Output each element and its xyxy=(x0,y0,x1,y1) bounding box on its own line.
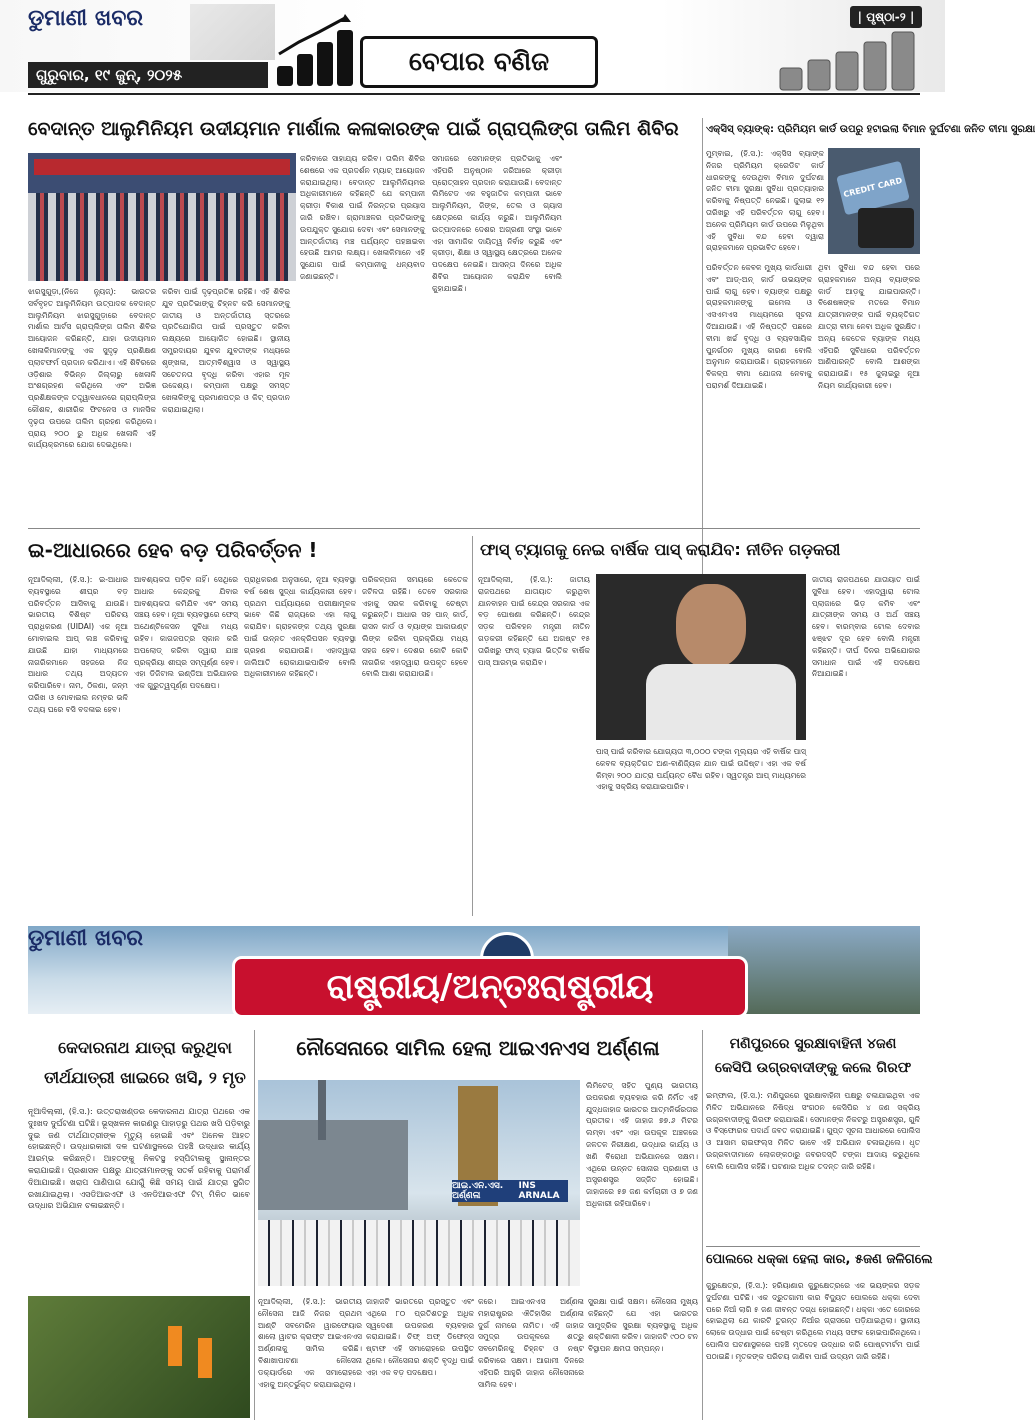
masthead-rule xyxy=(28,93,920,95)
credit-col3: ଥିବା ସୁବିଧା ବନ୍ଦ ହେବା ପରେ ଗ୍ରାହକମାନେ ଅନ୍ୟ ବ୍ୟାଙ୍କର କାର୍ଡ ଆଡ଼କୁ ଯାଇପାରନ୍ତି। ବିଶେଷଜ୍ଞଙ୍କ ମତରେ ବିମାନ ଯାତ୍ରୀମାନଙ୍କ ପାଇଁ ବ୍ୟକ୍ତିଗତ ଯାତ୍ରା ବୀମା ନେବା ଅଧିକ ସୁରକ୍ଷିତ। ଅନ୍ୟ କେତେକ ବ୍ୟାଙ୍କ ମଧ୍ୟ ଏହିପରି ସୁବିଧାରେ ପରିବର୍ତ୍ତନ ଆଣିପାରନ୍ତି ବୋଲି ଆଶଙ୍କା କରାଯାଉଛି। ୧୫ ଜୁଲାଇରୁ ନୂଆ ନିୟମ କାର୍ଯ୍ୟକାରୀ ହେବ। xyxy=(818,263,920,390)
masthead xyxy=(0,0,945,92)
kedarnath-body: ନୂଆଦିଲ୍ଲୀ, (ହି.ସ.): ଉତ୍ତରାଖଣ୍ଡର କେଦାରନାଥ ଯାତ୍ରା ପଥରେ ଏକ ଦୁଃଖଦ ଦୁର୍ଘଟଣା ଘଟିଛି। ଭୂସ୍ଖଳନ କାରଣରୁ ପାହାଡ଼ରୁ ପଥର ଖସି ପଡ଼ିବାରୁ ଦୁଇ ଜଣ ତୀର୍ଥଯାତ୍ରୀଙ୍କ ମୃତ୍ୟୁ ହୋଇଛି ଏବଂ ଅନେକ ଆହତ ହୋଇଛନ୍ତି। ଉଦ୍ଧାରକାରୀ ଦଳ ଘଟଣାସ୍ଥଳରେ ପହଞ୍ଚି ଉଦ୍ଧାର କାର୍ଯ୍ୟ ଆରମ୍ଭ କରିଛନ୍ତି। ଆହତଙ୍କୁ ନିକଟସ୍ଥ ହସ୍ପିଟାଲକୁ ସ୍ଥାନାନ୍ତର କରାଯାଇଛି। ପ୍ରଶାସନ ପକ୍ଷରୁ ଯାତ୍ରୀମାନଙ୍କୁ ସତର୍କ ରହିବାକୁ ପରାମର୍ଶ ଦିଆଯାଇଛି। ଖରାପ ପାଣିପାଗ ଯୋଗୁଁ କିଛି ସମୟ ପାଇଁ ଯାତ୍ରା ସ୍ଥଗିତ ରଖାଯାଇଥିଲା। ଏସଡିଆରଏଫ ଓ ଏନଡିଆରଏଫ ଟିମ୍ ମିଳିତ ଭାବେ ଉଦ୍ଧାର ଅଭିଯାନ ଚଳାଇଛନ୍ତି। xyxy=(28,1107,250,1211)
navy-col3: କରେ। ଆଇଏନଏସ ଅର୍ଣ୍ଣଳା ମହାରାଷ୍ଟ୍ରର ଐତିହାସିକ ଅର୍ଣ୍ଣଳା ଦୁର୍ଗ ନାମରେ ନାମିତ। ଏହି ଜାହାଜ ସମୁଦ୍ର ଉପକୂଳରେ ଶତ୍ରୁ ସବମେରିନକୁ ଚିହ୍ନଟ ଓ ନଷ୍ଟ କରିବାରେ ସକ୍ଷମ। ଆଗାମୀ ଦିନରେ ଏହିପରି ଆହୁରି ଜାହାଜ ନୌସେନାରେ ସାମିଲ ହେବ। xyxy=(478,1297,584,1389)
banknote-image xyxy=(190,4,275,60)
aadhaar-headline: ଇ-ଆଧାରରେ ହେବ ବଡ଼ ପରିବର୍ତ୍ତନ ! xyxy=(28,538,318,562)
person-body xyxy=(646,664,796,740)
rescue-photo xyxy=(28,1296,250,1418)
participants-group xyxy=(28,193,296,281)
coins-photo xyxy=(770,30,920,90)
column-divider xyxy=(702,1030,703,1420)
aadhaar-col2: ଆବଶ୍ୟକତା ପଡ଼ିବ ନାହିଁ। ସେଥିରେ ଆଧାର କେନ୍ଦ୍ରକୁ ଯିବାର ଆବଶ୍ୟକତା କମିଯିବ ଏବଂ ସମୟ ସଞ୍ଚୟ ହେବ। ନୂଆ ବ୍ୟବସ୍ଥାରେ ଫେସ୍ ଅଥେଣ୍ଟିକେସନ ସୁବିଧା ମଧ୍ୟ ରହିବ। କାଗଜପତ୍ର ସ୍କାନ କରି ଅପଲୋଡ୍ କରିବା ଦ୍ୱାରା ଯାଞ୍ଚ ପ୍ରକ୍ରିୟା ଶୀଘ୍ର ସମ୍ପୂର୍ଣ୍ଣ ହେବ। ଏହା ଡିଜିଟାଲ ଇଣ୍ଡିଆ ଅଭିଯାନର ଏକ ଗୁରୁତ୍ୱପୂର୍ଣ୍ଣ ପଦକ୍ଷେପ। xyxy=(134,575,238,691)
kedarnath-headline-1: କେଦାରନାଥ ଯାତ୍ରା କରୁଥିବା xyxy=(58,1038,232,1057)
gadkari-photo xyxy=(596,574,806,740)
kedarnath-headline-2: ତୀର୍ଥଯାତ୍ରୀ ଖାଇରେ ଖସି, ୨ ମୃତ xyxy=(44,1068,246,1087)
navy-col1: ନୂଆଦିଲ୍ଲୀ, (ହି.ସ.): ଭାରତୀୟ ନୌସେନା ଆଜି ନିଜର ପ୍ରଥମ ଆଣ୍ଟି ସବମେରିନ ୱାରଫେୟାର ଶାଲୋ ୱାଟର କ୍ରାଫ୍ଟ ଆଇଏନଏସ ଅର୍ଣ୍ଣଳାକୁ ସାମିଲ କରିଛି। ବିଶାଖାପାଟଣା ନୌସେନା ଡକ୍ୟାର୍ଡରେ ଏକ ସମାରୋହରେ ଏହାକୁ ଅନ୍ତର୍ଭୁକ୍ତ କରାଯାଇଥିଲା। xyxy=(258,1297,362,1389)
aadhaar-col3: ପ୍ରାଧିକରଣ ଅନୁସାରେ, ନୂଆ ବ୍ୟବସ୍ଥା ବର୍ଷ ଶେଷ ସୁଦ୍ଧା କାର୍ଯ୍ୟକାରୀ ହେବ। ପ୍ରଥମ ପର୍ଯ୍ୟାୟରେ ପରୀକ୍ଷାମୂଳକ ଭାବେ କିଛି ରାଜ୍ୟରେ ଏହା ଲାଗୁ କରାଯିବ। ଗ୍ରାହକଙ୍କ ତଥ୍ୟ ସୁରକ୍ଷା ପାଇଁ ଉନ୍ନତ ଏନକ୍ରିପସନ ବ୍ୟବସ୍ଥା ଗ୍ରହଣ କରାଯାଉଛି। ଏହାଦ୍ୱାରା ଜାଲିଆତି ରୋକାଯାଇପାରିବ ବୋଲି ଅଧିକାରୀମାନେ କହିଛନ୍ତି। xyxy=(244,575,356,679)
rescuer-figure xyxy=(168,1326,182,1366)
section2-title: ରାଷ୍ଟ୍ରୀୟ/ଅନ୍ତଃରାଷ୍ଟ୍ରୀୟ xyxy=(232,956,748,1018)
card-terminal xyxy=(858,208,914,248)
section-rule xyxy=(706,1246,920,1247)
credit-col1: ମୁମ୍ବାଇ, (ହି.ସ.): ଏକ୍ସିସ ବ୍ୟାଙ୍କ ନିଜର ପ୍ରିମିୟମ କ୍ରେଡିଟ କାର୍ଡ ଧାରକଙ୍କୁ ଦେଉଥିବା ବିମାନ ଦୁର୍ଘଟଣା ଜନିତ ବୀମା ସୁରକ୍ଷା ସୁବିଧା ପ୍ରତ୍ୟାହାର କରିବାକୁ ନିଷ୍ପତ୍ତି ନେଇଛି। ଜୁଲାଇ ୧୨ ତାରିଖରୁ ଏହି ପରିବର୍ତ୍ତନ ଲାଗୁ ହେବ। ଅନେକ ପ୍ରିମିୟମ କାର୍ଡ ଉପରେ ମିଳୁଥିବା ଏହି ସୁବିଧା ବନ୍ଦ ହେବା ଦ୍ୱାରା ଗ୍ରାହକମାନେ ପ୍ରଭାବିତ ହେବେ। xyxy=(706,149,824,253)
ins-arnala-photo xyxy=(258,1080,580,1286)
aadhaar-col1: ନୂଆଦିଲ୍ଲୀ, (ହି.ସ.): ଇ-ଆଧାର ବ୍ୟବସ୍ଥାରେ ଶୀଘ୍ର ବଡ଼ ପରିବର୍ତ୍ତନ ଆସିବାକୁ ଯାଉଛି। ଭାରତୀୟ ବିଶିଷ୍ଟ ପରିଚୟ ପ୍ରାଧିକରଣ (UIDAI) ଏକ ନୂଆ ମୋବାଇଲ ଆପ୍ ଲଞ୍ଚ କରିବାକୁ ଯାଉଛି ଯାହା ମାଧ୍ୟମରେ ନାଗରିକମାନେ ସହଜରେ ନିଜ ଆଧାର ତଥ୍ୟ ଅଦ୍ୟତନ କରିପାରିବେ। ନାମ, ଠିକଣା, ଜନ୍ମ ତାରିଖ ଓ ମୋବାଇଲ ନମ୍ବର ଭଳି ତଥ୍ୟ ଘରେ ବସି ବଦଳାଇ ହେବ। xyxy=(28,575,128,714)
rescuer-figure xyxy=(198,1338,212,1378)
ship-name-english: INS ARNALA xyxy=(518,1181,560,1201)
fastag-headline: ଫାସ୍ ଟ୍ୟାଗକୁ ନେଇ ବାର୍ଷିକ ପାସ୍ କରାଯିବ: ନୀତିନ ଗଡ଼କରୀ xyxy=(480,540,841,559)
vedanta-col4: ସମାଜରେ ସେମାନଙ୍କ ପ୍ରତିଭାକୁ ଏବଂ ଏହିପରି ଅନୁଷ୍ଠାନ ଜରିଆରେ କ୍ରୀଡ଼ା ପ୍ରୋତ୍ସାହନ ପ୍ରଦାନ କରାଯାଉଛି। ବେଦାନ୍ତ ଲିମିଟେଡ ଏକ ବହୁଜାତିକ କମ୍ପାନୀ ଭାବେ ଆଲୁମିନିୟମ, ଜିଙ୍କ, ତେଲ ଓ ଗ୍ୟାସ କ୍ଷେତ୍ରରେ କାର୍ଯ୍ୟ କରୁଛି। ଆଲୁମିନିୟମ ଉତ୍ପାଦନରେ ଦେଶର ଅଗ୍ରଣୀ ସଂସ୍ଥା ଭାବେ ଏହା ସାମାଜିକ ଦାୟିତ୍ୱ ନିର୍ବାହ କରୁଛି ଏବଂ କ୍ରୀଡ଼ା, ଶିକ୍ଷା ଓ ସ୍ୱାସ୍ଥ୍ୟ କ୍ଷେତ୍ରରେ ଅନେକ ପଦକ୍ଷେପ ନେଇଛି। ଆସନ୍ତା ଦିନରେ ଅଧିକ ଶିବିର ଆୟୋଜନ କରାଯିବ ବୋଲି କୁହାଯାଇଛି। xyxy=(432,154,562,293)
credit-card-photo xyxy=(828,148,920,254)
vedanta-col3: କରିବାରେ ସାହାଯ୍ୟ କରିବ। ତାଲିମ ଶିବିର ଶେଷରେ ଏକ ପ୍ରଦର୍ଶନ ମ୍ୟାଚ୍ ଆୟୋଜନ କରାଯାଇଥିଲା। ବେଦାନ୍ତ ଆଲୁମିନିୟମର ଅଧିକାରୀମାନେ କହିଛନ୍ତି ଯେ କମ୍ପାନୀ କ୍ରୀଡ଼ା ବିକାଶ ପାଇଁ ନିରନ୍ତର ପ୍ରୟାସ ଜାରି ରଖିବ। ଗ୍ରାମାଞ୍ଚଳର ପ୍ରତିଭାଙ୍କୁ ଉପଯୁକ୍ତ ସୁଯୋଗ ଦେବା ଏବଂ ସେମାନଙ୍କୁ ଆନ୍ତର୍ଜାତୀୟ ମଞ୍ଚ ପର୍ଯ୍ୟନ୍ତ ପହଞ୍ଚାଇବା ହେଉଛି ଆମର ଲକ୍ଷ୍ୟ। ଖେଳାଳିମାନେ ଏହି ସୁଯୋଗ ପାଇଁ କମ୍ପାନୀକୁ ଧନ୍ୟବାଦ ଜଣାଇଛନ୍ତି। xyxy=(300,154,425,281)
navy-col2: ଜାହାଜଟି ଭାରତରେ ପ୍ରସ୍ତୁତ ଏବଂ ଏଥିରେ ୮୦ ପ୍ରତିଶତରୁ ଅଧିକ ସ୍ୱଦେଶୀ ଉପକରଣ ବ୍ୟବହାର କରାଯାଇଛି। ଚିଫ୍ ଅଫ୍ ଡିଫେନ୍ସ ଷ୍ଟାଫ ଏହି ସମାରୋହରେ ଉପସ୍ଥିତ ଥିଲେ। ନୌସେନାର ଶକ୍ତି ବୃଦ୍ଧି ପାଇଁ ଏହା ଏକ ବଡ଼ ପଦକ୍ଷେପ। xyxy=(366,1297,474,1377)
fastag-col1: ନୂଆଦିଲ୍ଲୀ, (ହି.ସ.): ଜାତୀୟ ରାଜପଥରେ ଯାତାୟାତ କରୁଥିବା ଯାନବାହନ ପାଇଁ କେନ୍ଦ୍ର ସରକାର ଏକ ବଡ଼ ଘୋଷଣା କରିଛନ୍ତି। କେନ୍ଦ୍ର ସଡ଼କ ପରିବହନ ମନ୍ତ୍ରୀ ନୀତିନ ଗଡ଼କରୀ କହିଛନ୍ତି ଯେ ଅଗଷ୍ଟ ୧୫ ତାରିଖରୁ ଫାସ୍ ଟ୍ୟାଗ ଭିତ୍ତିକ ବାର୍ଷିକ ପାସ୍ ଆରମ୍ଭ କରାଯିବ। xyxy=(478,575,590,667)
car-headline: ପୋଲରେ ଧକ୍କା ହେଲା କାର, ୫ଜଣ ଜଳିଗଲେ xyxy=(706,1252,933,1267)
fastag-col3: ଜାତୀୟ ରାଜପଥରେ ଯାତାୟାତ ପାଇଁ ସୁବିଧା ହେବ। ଏହାଦ୍ୱାରା ଟୋଲ ପ୍ଲାଜାରେ ଭିଡ଼ କମିବ ଏବଂ ଯାତ୍ରୀଙ୍କ ସମୟ ଓ ଅର୍ଥ ସଞ୍ଚୟ ହେବ। ବାରମ୍ବାର ଟୋଲ ଦେବାର ଝଞ୍ଝଟ ଦୂର ହେବ ବୋଲି ମନ୍ତ୍ରୀ କହିଛନ୍ତି। ଦୀର୍ଘ ଦିନର ଅଭିଯୋଗର ସମାଧାନ ପାଇଁ ଏହି ପଦକ୍ଷେପ ନିଆଯାଇଛି। xyxy=(812,575,920,679)
ship-mast xyxy=(318,1080,326,1140)
coin-stack-icon xyxy=(275,14,355,88)
vedanta-col2: କରିବା ପାଇଁ ଦୃଢ଼ପ୍ରତିଜ୍ଞ ରହିଛି। ଏହି ଶିବିର ଯୁବ ପ୍ରତିଭାଙ୍କୁ ଚିହ୍ନଟ କରି ସେମାନଙ୍କୁ ଜାତୀୟ ଓ ଅନ୍ତର୍ଜାତୀୟ ସ୍ତରରେ ପ୍ରତିଯୋଗିତା ପାଇଁ ପ୍ରସ୍ତୁତ କରିବା ଲକ୍ଷ୍ୟରେ ଆୟୋଜିତ ହୋଇଛି। ସ୍ଥାନୀୟ ସମ୍ପ୍ରଦାୟର ଯୁବକ ଯୁବତୀଙ୍କ ମଧ୍ୟରେ ଶୃଙ୍ଖଳା, ଆତ୍ମବିଶ୍ୱାସ ଓ ସ୍ୱାସ୍ଥ୍ୟ ସଚେତନତା ବୃଦ୍ଧି କରିବା ଏହାର ମୂଳ ଉଦ୍ଦେଶ୍ୟ। କମ୍ପାନୀ ପକ୍ଷରୁ ସମସ୍ତ ଖେଳାଳିଙ୍କୁ ପ୍ରମାଣପତ୍ର ଓ କିଟ୍ ପ୍ରଦାନ କରାଯାଇଥିଲା। xyxy=(162,287,290,414)
column-divider xyxy=(254,1030,255,1420)
car-body: କୁରୁକ୍ଷେତ୍ର, (ହି.ସ.): ହରିୟାଣାର କୁରୁକ୍ଷେତ୍ରରେ ଏକ ଭୟଙ୍କର ସଡ଼କ ଦୁର୍ଘଟଣା ଘଟିଛି। ଏକ ଦ୍ରୁତଗାମୀ କାର ବିଦ୍ୟୁତ ପୋଲରେ ଧକ୍କା ଦେବା ପରେ ନିଆଁ ଲାଗି ୫ ଜଣ ଜୀବନ୍ତ ଦଗ୍ଧ ହୋଇଛନ୍ତି। ଧକ୍କା ଏତେ ଜୋରରେ ହୋଇଥିଲା ଯେ କାରଟି ତୁରନ୍ତ ନିଆଁର ଗ୍ରାସରେ ପଡ଼ିଯାଇଥିଲା। ସ୍ଥାନୀୟ ଲୋକେ ଉଦ୍ଧାର ପାଇଁ ଚେଷ୍ଟା କରିଥିଲେ ମଧ୍ୟ ସଫଳ ହୋଇପାରିନଥିଲେ। ପୋଲିସ ଘଟଣାସ୍ଥଳରେ ପହଞ୍ଚି ମୃତଦେହ ଉଦ୍ଧାର କରି ପୋଷ୍ଟମର୍ଟମ ପାଇଁ ପଠାଇଛି। ମୃତକଙ୍କ ପରିଚୟ ଜାଣିବା ପାଇଁ ଉଦ୍ୟମ ଜାରି ରହିଛି। xyxy=(706,1281,920,1361)
credit-card: CREDIT CARD xyxy=(836,161,910,216)
credit-col2: ପରିବର୍ତ୍ତନ କେବଳ ମୁଖ୍ୟ କାର୍ଡଧାରୀ ଏବଂ ଆଡ୍-ଅନ୍ କାର୍ଡ ଉଭୟଙ୍କ ପାଇଁ ଲାଗୁ ହେବ। ବ୍ୟାଙ୍କ ପକ୍ଷରୁ ଗ୍ରାହକମାନଙ୍କୁ ଇମେଲ ଓ ଏସଏମଏସ ମାଧ୍ୟମରେ ସୂଚନା ଦିଆଯାଉଛି। ଏହି ନିଷ୍ପତ୍ତି ପଛରେ ବୀମା ଖର୍ଚ୍ଚ ବୃଦ୍ଧି ଓ ବ୍ୟବସାୟିକ ପୁନର୍ଗଠନ ମୁଖ୍ୟ କାରଣ ବୋଲି ଅନୁମାନ କରାଯାଉଛି। ଗ୍ରାହକମାନେ ବିକଳ୍ପ ବୀମା ଯୋଜନା ନେବାକୁ ପରାମର୍ଶ ଦିଆଯାଇଛି। xyxy=(706,263,812,390)
vedanta-photo xyxy=(28,153,296,281)
manipur-headline-1: ମଣିପୁରରେ ସୁରକ୍ଷାବାହିନୀ ୪ଜଣ xyxy=(729,1036,897,1052)
section-rule xyxy=(28,528,920,529)
aadhaar-col4: ପରିକଳ୍ପନା ସମୟରେ କେତେକ ଜଟିଳତା ରହିଛି। ତେବେ ସରକାର ଏହାକୁ ସରଳ କରିବାକୁ ଚେଷ୍ଟା କରୁଛନ୍ତି। ଆଧାର ସହ ପାନ୍ କାର୍ଡ, ରାସନ କାର୍ଡ ଓ ବ୍ୟାଙ୍କ ଆକାଉଣ୍ଟ ଲିଙ୍କ କରିବା ପ୍ରକ୍ରିୟା ମଧ୍ୟ ସହଜ ହେବ। ଦେଶର କୋଟି କୋଟି ନାଗରିକ ଏହାଦ୍ୱାରା ଉପକୃତ ହେବେ ବୋଲି ଆଶା କରାଯାଉଛି। xyxy=(362,575,468,679)
banner-strip xyxy=(34,159,290,175)
page-number: | ପୃଷ୍ଠା-୨ | xyxy=(850,6,922,28)
fastag-col2: ପାସ୍ ପାଇଁ କରିବାର ଯୋଗ୍ୟତା ୩,୦୦୦ ଟଙ୍କା ମୂଲ୍ୟର ଏହି ବାର୍ଷିକ ପାସ୍ କେବଳ ବ୍ୟକ୍ତିଗତ ଅଣ-ବାଣିଜ୍ୟିକ ଯାନ ପାଇଁ ଉଦ୍ଦିଷ୍ଟ। ଏହା ଏକ ବର୍ଷ କିମ୍ବା ୨୦୦ ଯାତ୍ରା ପର୍ଯ୍ୟନ୍ତ ବୈଧ ରହିବ। ସ୍ୱତନ୍ତ୍ର ଆପ୍ ମାଧ୍ୟମରେ ଏହାକୁ ସକ୍ରିୟ କରାଯାଇପାରିବ। xyxy=(596,747,806,792)
ship-hull xyxy=(258,1120,408,1210)
city-photo xyxy=(728,926,920,1014)
column-divider xyxy=(702,118,703,578)
officers-group xyxy=(258,1220,580,1286)
navy-right-col: ଲିମିଟେଡ୍ ସହିତ ପୁଣ୍ୟ ଭାରତୀୟ ଉପକରଣ ବ୍ୟବହାର କରି ନିର୍ମିତ ଏହି ଯୁଦ୍ଧଜାହାଜ ଭାରତର ଆତ୍ମନିର୍ଭରତାର ପ୍ରତୀକ। ଏହି ଜାହାଜ ୭୭.୬ ମିଟର ଲମ୍ବା ଏବଂ ଏହା ଉପକୂଳ ଅଞ୍ଚଳରେ ଜଳତଳ ନିରୀକ୍ଷଣ, ଉଦ୍ଧାର କାର୍ଯ୍ୟ ଓ ଖଣି ବିରୋଧୀ ଅଭିଯାନରେ ସକ୍ଷମ। ଏଥିରେ ଉନ୍ନତ ସୋନାର ପ୍ରଣାଳୀ ଓ ଅସ୍ତ୍ରଶସ୍ତ୍ର ସଜ୍ଜିତ ହୋଇଛି। ଜାହାଜରେ ୫୭ ଜଣ କର୍ମଚାରୀ ଓ ୭ ଜଣ ଅଧିକାରୀ ରହିପାରିବେ। xyxy=(586,1081,698,1208)
section2-brand: ଡୁମାଣୀ ଖବର xyxy=(28,926,143,951)
navy-headline: ନୌସେନାରେ ସାମିଲ ହେଲା ଆଇଏନଏସ ଅର୍ଣ୍ଣଳା xyxy=(296,1036,660,1060)
issue-date: ଗୁରୁବାର, ୧୯ ଜୁନ୍, ୨୦୨୫ xyxy=(28,62,268,88)
section-title: ବେପାର ବଣିଜ xyxy=(360,36,598,88)
navy-col4: ସୁରକ୍ଷା ପାଇଁ ସକ୍ଷମ। ନୌସେନା ମୁଖ୍ୟ କହିଛନ୍ତି ଯେ ଏହା ଭାରତର ସାମୁଦ୍ରିକ ସୁରକ୍ଷା ବ୍ୟବସ୍ଥାକୁ ଅଧିକ ଶକ୍ତିଶାଳୀ କରିବ। ଜାହାଜଟି ୯୦୦ ଟନ ବିସ୍ଥାପନ କ୍ଷମତା ସମ୍ପନ୍ନ। xyxy=(588,1297,698,1354)
vedanta-col1: ଝାରସୁଗୁଡ଼ା,(ନିଜେ ନ୍ୟୁଜ୍): ଭାରତର ସର୍ବବୃହତ ଆଲୁମିନିୟମ ଉତ୍ପାଦକ ବେଦାନ୍ତ ଆଲୁମିନିୟମ ଝାରସୁଗୁଡ଼ାରେ ବେଦାନ୍ତ ମାର୍ଶାଲ ଆର୍ଟସ ଗ୍ରାପ୍ଲିଙ୍ଗ ତାଲିମ ଶିବିର ଆୟୋଜନ କରିଛନ୍ତି, ଯାହା ଉଦୀୟମାନ ଖେଳାଳିମାନଙ୍କୁ ଏକ ସୁଦୃଢ଼ ପ୍ରଶିକ୍ଷଣ ପ୍ଲାଟଫର୍ମ ପ୍ରଦାନ କରିଥାଏ। ଏହି ଶିବିରରେ ଓଡ଼ିଶାର ବିଭିନ୍ନ ଜିଲ୍ଲାରୁ ଖେଳାଳି ଅଂଶଗ୍ରହଣ କରିଥିଲେ ଏବଂ ଅଭିଜ୍ଞ ପ୍ରଶିକ୍ଷକଙ୍କ ତତ୍ତ୍ୱାବଧାନରେ ଗ୍ରାପ୍ଲିଙ୍ଗ କୌଶଳ, ଶାରୀରିକ ଫିଟନେସ ଓ ମାନସିକ ଦୃଢ଼ତା ଉପରେ ତାଲିମ ଗ୍ରହଣ କରିଥିଲେ। ପ୍ରାୟ ୨୦୦ ରୁ ଅଧିକ ଖେଳାଳି ଏହି କାର୍ଯ୍ୟକ୍ରମରେ ଯୋଗ ଦେଇଥିଲେ। xyxy=(28,287,156,450)
vedanta-headline: ବେଦାନ୍ତ ଆଲୁମିନିୟମ ଉଦୀୟମାନ ମାର୍ଶାଲ କଳାକାରଙ୍କ ପାଇଁ ଗ୍ରାପ୍ଲିଙ୍ଗ ତାଲିମ ଶିବିର xyxy=(28,118,679,140)
manipur-headline-2: କେସିପି ଉଗ୍ରବାଦୀଙ୍କୁ କଲେ ଗିରଫ xyxy=(714,1060,912,1076)
person-head xyxy=(676,584,746,668)
ship-name-odia: ଆଇ.ଏନ.ଏସ. ଅର୍ଣ୍ଣଳା xyxy=(452,1181,504,1201)
ship-name-sign xyxy=(452,1180,568,1202)
column-divider xyxy=(472,536,473,916)
manipur-body: ଇମ୍ଫାଲ, (ହି.ସ.): ମଣିପୁରରେ ସୁରକ୍ଷାବାହିନୀ ପକ୍ଷରୁ ଚଳାଯାଇଥିବା ଏକ ମିଳିତ ଅଭିଯାନରେ ନିଷିଦ୍ଧ ସଂଗଠନ କେସିପିର ୪ ଜଣ ସକ୍ରିୟ ଉଗ୍ରବାଦୀଙ୍କୁ ଗିରଫ କରାଯାଇଛି। ସେମାନଙ୍କ ନିକଟରୁ ଅସ୍ତ୍ରଶସ୍ତ୍ର, ଗୁଳି ଓ ବିସ୍ଫୋରକ ପଦାର୍ଥ ଜବତ କରାଯାଇଛି। ଗୁପ୍ତ ସୂଚନା ଆଧାରରେ ପୋଲିସ ଓ ଆସାମ ରାଇଫଲ୍ସ ମିଳିତ ଭାବେ ଏହି ଅଭିଯାନ ଚଳାଇଥିଲେ। ଧୃତ ଉଗ୍ରବାଦୀମାନେ ଲୋକଙ୍କଠାରୁ ଜବରଦସ୍ତି ଟଙ୍କା ଆଦାୟ କରୁଥିଲେ ବୋଲି ପୋଲିସ କହିଛି। ଘଟଣାର ଅଧିକ ତଦନ୍ତ ଜାରି ରହିଛି। xyxy=(706,1091,920,1171)
brand-logo: ଡୁମାଣୀ ଖବର xyxy=(28,6,143,31)
credit-headline: ଏକ୍ସିସ୍ ବ୍ୟାଙ୍କ୍: ପ୍ରିମିୟମ କାର୍ଡ ଉପରୁ ହଟାଇଲା ବିମାନ ଦୁର୍ଘଟଣା ଜନିତ ବୀମା ସୁରକ୍ଷା xyxy=(706,124,1035,135)
